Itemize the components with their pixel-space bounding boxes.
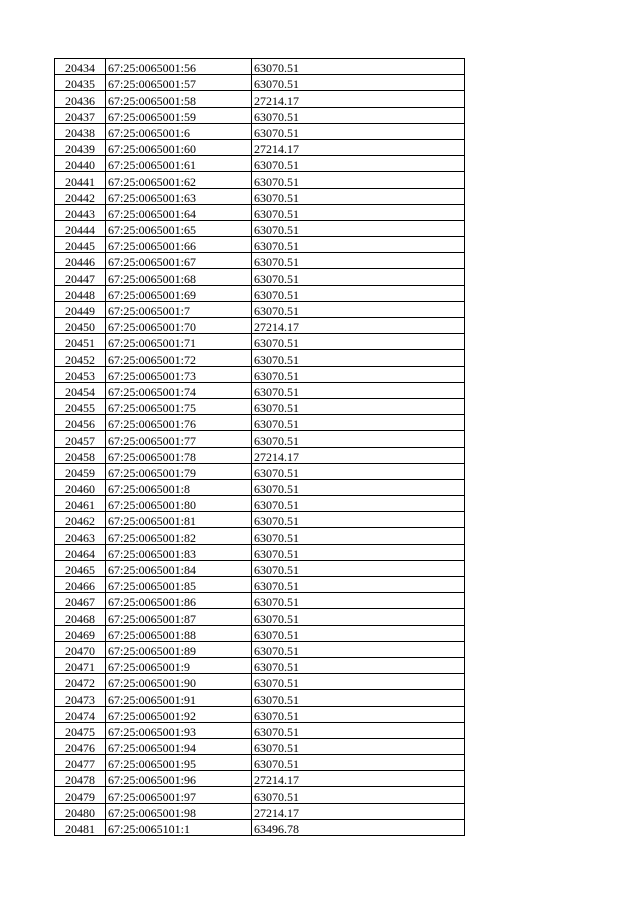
row-number-cell: 20481 — [55, 819, 106, 835]
value-cell: 63070.51 — [252, 706, 465, 722]
cadastral-number-cell: 67:25:0065001:78 — [106, 447, 252, 463]
row-number-cell: 20441 — [55, 172, 106, 188]
table-row — [55, 496, 465, 512]
table-row — [55, 366, 465, 382]
row-number-cell: 20477 — [55, 755, 106, 771]
row-number-cell: 20478 — [55, 771, 106, 787]
value-cell: 63070.51 — [252, 107, 465, 123]
table-row — [55, 188, 465, 204]
table-row — [55, 706, 465, 722]
value-cell: 63070.51 — [252, 528, 465, 544]
table-row — [55, 787, 465, 803]
cadastral-number-cell: 67:25:0065001:56 — [106, 59, 252, 75]
row-number-cell: 20473 — [55, 690, 106, 706]
table-row — [55, 625, 465, 641]
row-number-cell: 20442 — [55, 188, 106, 204]
table-row — [55, 609, 465, 625]
cadastral-number-cell: 67:25:0065001:95 — [106, 755, 252, 771]
value-cell: 63070.51 — [252, 334, 465, 350]
row-number-cell: 20468 — [55, 609, 106, 625]
row-number-cell: 20450 — [55, 318, 106, 334]
table-row — [55, 755, 465, 771]
cadastral-number-cell: 67:25:0065001:66 — [106, 237, 252, 253]
value-cell: 63070.51 — [252, 123, 465, 139]
cadastral-number-cell: 67:25:0065001:97 — [106, 787, 252, 803]
table-row — [55, 528, 465, 544]
row-number-cell: 20435 — [55, 75, 106, 91]
table-row — [55, 156, 465, 172]
cadastral-number-cell: 67:25:0065001:82 — [106, 528, 252, 544]
row-number-cell: 20438 — [55, 123, 106, 139]
value-cell: 63070.51 — [252, 593, 465, 609]
data-table — [54, 58, 465, 836]
table-row — [55, 253, 465, 269]
cadastral-number-cell: 67:25:0065001:77 — [106, 431, 252, 447]
value-cell: 27214.17 — [252, 91, 465, 107]
table-row — [55, 75, 465, 91]
value-cell: 63070.51 — [252, 625, 465, 641]
table-row — [55, 771, 465, 787]
table-row — [55, 722, 465, 738]
cadastral-number-cell: 67:25:0065001:9 — [106, 657, 252, 673]
value-cell: 63496.78 — [252, 819, 465, 835]
row-number-cell: 20445 — [55, 237, 106, 253]
row-number-cell: 20476 — [55, 738, 106, 754]
table-row — [55, 59, 465, 75]
cadastral-number-cell: 67:25:0065001:68 — [106, 269, 252, 285]
value-cell: 63070.51 — [252, 657, 465, 673]
table-row — [55, 657, 465, 673]
value-cell: 63070.51 — [252, 237, 465, 253]
row-number-cell: 20472 — [55, 674, 106, 690]
cadastral-number-cell: 67:25:0065001:70 — [106, 318, 252, 334]
row-number-cell: 20461 — [55, 496, 106, 512]
cadastral-number-cell: 67:25:0065001:75 — [106, 398, 252, 414]
table-row — [55, 463, 465, 479]
table-row — [55, 107, 465, 123]
value-cell: 63070.51 — [252, 690, 465, 706]
table-row — [55, 237, 465, 253]
value-cell: 63070.51 — [252, 609, 465, 625]
cadastral-number-cell: 67:25:0065001:69 — [106, 285, 252, 301]
table-row — [55, 577, 465, 593]
row-number-cell: 20451 — [55, 334, 106, 350]
table-row — [55, 415, 465, 431]
row-number-cell: 20443 — [55, 204, 106, 220]
cadastral-number-cell: 67:25:0065001:85 — [106, 577, 252, 593]
row-number-cell: 20453 — [55, 366, 106, 382]
row-number-cell: 20446 — [55, 253, 106, 269]
value-cell: 63070.51 — [252, 220, 465, 236]
value-cell: 63070.51 — [252, 382, 465, 398]
table-row — [55, 641, 465, 657]
cadastral-number-cell: 67:25:0065001:93 — [106, 722, 252, 738]
cadastral-number-cell: 67:25:0065001:90 — [106, 674, 252, 690]
cadastral-number-cell: 67:25:0065001:57 — [106, 75, 252, 91]
table-row — [55, 285, 465, 301]
cadastral-number-cell: 67:25:0065001:83 — [106, 544, 252, 560]
cadastral-number-cell: 67:25:0065001:72 — [106, 350, 252, 366]
cadastral-number-cell: 67:25:0065001:81 — [106, 512, 252, 528]
cadastral-number-cell: 67:25:0065001:71 — [106, 334, 252, 350]
value-cell: 63070.51 — [252, 301, 465, 317]
cadastral-number-cell: 67:25:0065001:74 — [106, 382, 252, 398]
row-number-cell: 20458 — [55, 447, 106, 463]
table-row — [55, 382, 465, 398]
cadastral-number-cell: 67:25:0065001:61 — [106, 156, 252, 172]
cadastral-number-cell: 67:25:0065001:62 — [106, 172, 252, 188]
value-cell: 63070.51 — [252, 577, 465, 593]
table-row — [55, 447, 465, 463]
cadastral-number-cell: 67:25:0065001:65 — [106, 220, 252, 236]
row-number-cell: 20456 — [55, 415, 106, 431]
value-cell: 63070.51 — [252, 172, 465, 188]
cadastral-number-cell: 67:25:0065001:80 — [106, 496, 252, 512]
row-number-cell: 20455 — [55, 398, 106, 414]
value-cell: 63070.51 — [252, 512, 465, 528]
cadastral-number-cell: 67:25:0065001:67 — [106, 253, 252, 269]
table-row — [55, 593, 465, 609]
value-cell: 63070.51 — [252, 75, 465, 91]
value-cell: 27214.17 — [252, 139, 465, 155]
value-cell: 63070.51 — [252, 560, 465, 576]
value-cell: 63070.51 — [252, 398, 465, 414]
cadastral-number-cell: 67:25:0065001:87 — [106, 609, 252, 625]
table-row — [55, 318, 465, 334]
row-number-cell: 20462 — [55, 512, 106, 528]
value-cell: 63070.51 — [252, 755, 465, 771]
cadastral-number-cell: 67:25:0065001:7 — [106, 301, 252, 317]
cadastral-number-cell: 67:25:0065001:86 — [106, 593, 252, 609]
table-row — [55, 172, 465, 188]
cadastral-number-cell: 67:25:0065001:89 — [106, 641, 252, 657]
value-cell: 63070.51 — [252, 156, 465, 172]
value-cell: 63070.51 — [252, 674, 465, 690]
table-body — [55, 59, 465, 836]
cadastral-number-cell: 67:25:0065001:64 — [106, 204, 252, 220]
value-cell: 63070.51 — [252, 738, 465, 754]
cadastral-number-cell: 67:25:0065001:60 — [106, 139, 252, 155]
row-number-cell: 20439 — [55, 139, 106, 155]
table-row — [55, 479, 465, 495]
cadastral-number-cell: 67:25:0065001:92 — [106, 706, 252, 722]
cadastral-number-cell: 67:25:0065001:91 — [106, 690, 252, 706]
value-cell: 63070.51 — [252, 285, 465, 301]
row-number-cell: 20437 — [55, 107, 106, 123]
row-number-cell: 20459 — [55, 463, 106, 479]
cadastral-number-cell: 67:25:0065101:1 — [106, 819, 252, 835]
table-row — [55, 738, 465, 754]
row-number-cell: 20463 — [55, 528, 106, 544]
row-number-cell: 20470 — [55, 641, 106, 657]
value-cell: 63070.51 — [252, 188, 465, 204]
cadastral-number-cell: 67:25:0065001:84 — [106, 560, 252, 576]
value-cell: 63070.51 — [252, 253, 465, 269]
table-row — [55, 512, 465, 528]
value-cell: 63070.51 — [252, 204, 465, 220]
value-cell: 63070.51 — [252, 350, 465, 366]
row-number-cell: 20474 — [55, 706, 106, 722]
table-row — [55, 350, 465, 366]
row-number-cell: 20454 — [55, 382, 106, 398]
row-number-cell: 20465 — [55, 560, 106, 576]
row-number-cell: 20434 — [55, 59, 106, 75]
table-row — [55, 431, 465, 447]
row-number-cell: 20448 — [55, 285, 106, 301]
table-row — [55, 544, 465, 560]
row-number-cell: 20460 — [55, 479, 106, 495]
value-cell: 27214.17 — [252, 447, 465, 463]
cadastral-number-cell: 67:25:0065001:73 — [106, 366, 252, 382]
table-row — [55, 690, 465, 706]
cadastral-number-cell: 67:25:0065001:58 — [106, 91, 252, 107]
row-number-cell: 20471 — [55, 657, 106, 673]
row-number-cell: 20466 — [55, 577, 106, 593]
cadastral-number-cell: 67:25:0065001:8 — [106, 479, 252, 495]
row-number-cell: 20440 — [55, 156, 106, 172]
table-row — [55, 398, 465, 414]
row-number-cell: 20469 — [55, 625, 106, 641]
table-row — [55, 301, 465, 317]
row-number-cell: 20464 — [55, 544, 106, 560]
cadastral-number-cell: 67:25:0065001:88 — [106, 625, 252, 641]
value-cell: 63070.51 — [252, 641, 465, 657]
table-row — [55, 123, 465, 139]
table-row — [55, 269, 465, 285]
table-row — [55, 819, 465, 835]
cadastral-number-cell: 67:25:0065001:59 — [106, 107, 252, 123]
table-row — [55, 334, 465, 350]
cadastral-number-cell: 67:25:0065001:96 — [106, 771, 252, 787]
cadastral-number-cell: 67:25:0065001:98 — [106, 803, 252, 819]
cadastral-number-cell: 67:25:0065001:79 — [106, 463, 252, 479]
row-number-cell: 20449 — [55, 301, 106, 317]
value-cell: 63070.51 — [252, 722, 465, 738]
row-number-cell: 20447 — [55, 269, 106, 285]
cadastral-number-cell: 67:25:0065001:6 — [106, 123, 252, 139]
value-cell: 63070.51 — [252, 787, 465, 803]
table-row — [55, 139, 465, 155]
value-cell: 63070.51 — [252, 479, 465, 495]
value-cell: 27214.17 — [252, 318, 465, 334]
table-row — [55, 674, 465, 690]
row-number-cell: 20457 — [55, 431, 106, 447]
row-number-cell: 20480 — [55, 803, 106, 819]
table-row — [55, 560, 465, 576]
row-number-cell: 20475 — [55, 722, 106, 738]
row-number-cell: 20436 — [55, 91, 106, 107]
table-row — [55, 204, 465, 220]
row-number-cell: 20444 — [55, 220, 106, 236]
value-cell: 63070.51 — [252, 496, 465, 512]
table-row — [55, 91, 465, 107]
cadastral-number-cell: 67:25:0065001:76 — [106, 415, 252, 431]
value-cell: 63070.51 — [252, 59, 465, 75]
table-row — [55, 803, 465, 819]
table-row — [55, 220, 465, 236]
value-cell: 63070.51 — [252, 544, 465, 560]
cadastral-number-cell: 67:25:0065001:94 — [106, 738, 252, 754]
value-cell: 63070.51 — [252, 415, 465, 431]
value-cell: 63070.51 — [252, 463, 465, 479]
row-number-cell: 20479 — [55, 787, 106, 803]
value-cell: 27214.17 — [252, 803, 465, 819]
value-cell: 63070.51 — [252, 431, 465, 447]
value-cell: 63070.51 — [252, 366, 465, 382]
row-number-cell: 20452 — [55, 350, 106, 366]
cadastral-number-cell: 67:25:0065001:63 — [106, 188, 252, 204]
row-number-cell: 20467 — [55, 593, 106, 609]
value-cell: 27214.17 — [252, 771, 465, 787]
value-cell: 63070.51 — [252, 269, 465, 285]
